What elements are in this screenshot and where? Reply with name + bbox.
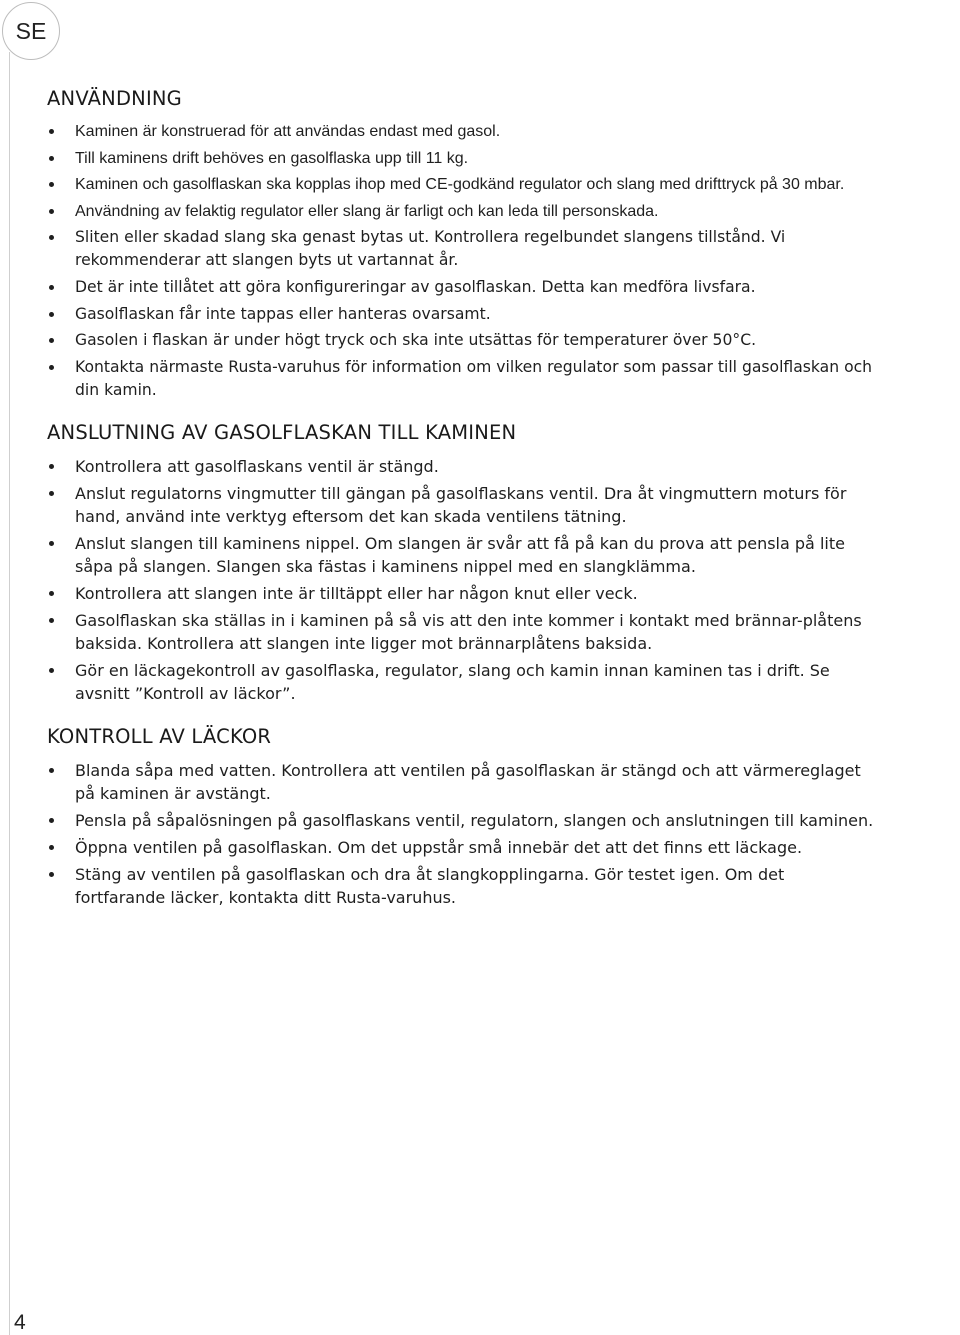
- list-item: Till kaminens drift behöves en gasolflaska upp till 11 kg.: [47, 147, 877, 170]
- list-item: Kaminen och gasolflaskan ska kopplas ihop med CE-godkänd regulator och slang med drifttryck på 30 mbar.: [47, 173, 877, 196]
- bullet-list: [47, 759, 877, 909]
- list-item: Kontrollera att gasolflaskans ventil är stängd.: [47, 455, 877, 478]
- list-item: Blanda såpa med vatten. Kontrollera att ventilen på gasolflaskan är stängd och att värmereglaget på kaminen är avstängt.: [47, 759, 877, 805]
- list-item: Anslut regulatorns vingmutter till gängan på gasolflaskans ventil. Dra åt vingmuttern moturs för hand, använd inte verktyg eftersom det kan skada ventilens tätning.: [47, 482, 877, 528]
- list-item: Gasolen i flaskan är under högt tryck och ska inte utsättas för temperaturer över 50°C.: [47, 329, 877, 352]
- margin-rule: [9, 52, 10, 1335]
- document-body: [47, 87, 877, 913]
- list-item: Kontrollera att slangen inte är tilltäppt eller har någon knut eller veck.: [47, 582, 877, 605]
- page-number: 4: [14, 1311, 26, 1334]
- list-item: Gör en läckagekontroll av gasolflaska, regulator, slang och kamin innan kaminen tas i drift. Se avsnitt ”Kontroll av läckor”.: [47, 659, 877, 705]
- list-item: Kontakta närmaste Rusta-varuhus för information om vilken regulator som passar till gasolflaskan och din kamin.: [47, 356, 877, 402]
- list-item: Öppna ventilen på gasolflaskan. Om det uppstår små innebär det att det finns ett läckage.: [47, 836, 877, 859]
- list-item: Pensla på såpalösningen på gasolflaskans ventil, regulatorn, slangen och anslutningen till kaminen.: [47, 809, 877, 832]
- section-anvandning: [47, 87, 877, 402]
- list-item: Sliten eller skadad slang ska genast bytas ut. Kontrollera regelbundet slangens tillstånd. Vi rekommenderar att slangen byts ut vartannat år.: [47, 226, 877, 272]
- list-item: Gasolflaskan får inte tappas eller hanteras ovarsamt.: [47, 303, 877, 326]
- section-title: KONTROLL AV LÄCKOR: [47, 724, 272, 748]
- list-item: Användning av felaktig regulator eller slang är farligt och kan leda till personskada.: [47, 200, 877, 223]
- bullet-list: [47, 455, 877, 705]
- section-title: ANVÄNDNING: [47, 87, 182, 110]
- list-item: Anslut slangen till kaminens nippel. Om slangen är svår att få på kan du prova att pensla på lite såpa på slangen. Slangen ska fästas i kaminens nippel med en slangklämma.: [47, 532, 877, 578]
- list-item: Gasolflaskan ska ställas in i kaminen på så vis att den inte kommer i kontakt med brännar-plåtens baksida. Kontrollera att slangen inte ligger mot brännarplåtens baksida.: [47, 609, 877, 655]
- section-anslutning: [47, 421, 877, 705]
- list-item: Det är inte tillåtet att göra konfigureringar av gasolflaskan. Detta kan medföra livsfara.: [47, 276, 877, 299]
- section-kontroll-av-lackor: [47, 725, 877, 909]
- list-item: Kaminen är konstruerad för att användas endast med gasol.: [47, 120, 877, 143]
- list-item: Stäng av ventilen på gasolflaskan och dra åt slangkopplingarna. Gör testet igen. Om det fortfarande läcker, kontakta ditt Rusta-varuhus.: [47, 863, 877, 909]
- bullet-list: [47, 120, 877, 402]
- section-title: ANSLUTNING AV GASOLFLASKAN TILL KAMINEN: [47, 420, 517, 444]
- language-badge: SE: [2, 2, 60, 60]
